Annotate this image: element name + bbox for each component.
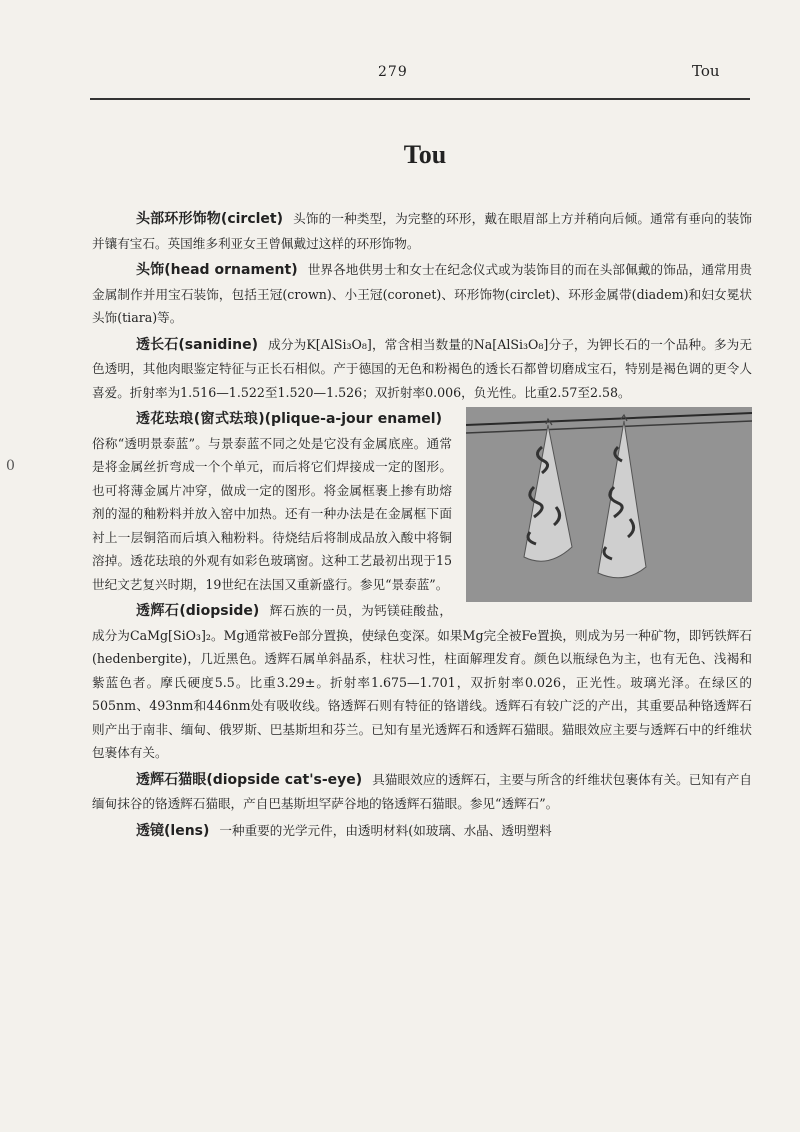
entry-text: 俗称“透明景泰蓝”。与景泰蓝不同之处是它没有金属底座。通常是将金属丝折弯成一个个单元，而后将它们焊接成一定的图形。也可将薄金属片冲穿，做成一定的图形。将金属框裹上掺有助熔剂的湿的釉粉料并放入窑中加热。还有一种办法是在金属框下面衬上一层铜箔而后填入釉粉料。待烧结后将制成品放入酸中将铜溶掉。透花珐琅的外观有如彩色玻璃窗。这种工艺最初出现于15世纪文艺复兴时期，19世纪在法国又重新盛行。参见“景泰蓝”。 [92,435,452,592]
dictionary-content [92,207,752,846]
entry-text: 一种重要的光学元件，由透明材料(如玻璃、水晶、透明塑料 [219,822,552,838]
entry-text: 具猫眼效应的透辉石，主要与所含的纤维状包裹体有关。已知有产自缅甸抹谷的铬透辉石猫眼，产自巴基斯坦罕萨谷地的铬透辉石猫眼。参见“透辉石”。 [92,771,753,811]
entry-term: 透辉石猫眼(diopside cat's-eye) [136,771,363,788]
enamel-pendants-photo [466,407,752,602]
entry-term: 头部环形饰物(circlet) [136,211,284,227]
entry-diopside-cats-eye [92,768,752,816]
entry-circlet [92,207,752,255]
entry-plique-a-jour [92,407,752,596]
margin-mark: 0 [6,458,15,474]
entry-term: 头饰(head ornament) [136,262,298,278]
page-number: 279 [378,64,408,80]
entry-text: 头饰的一种类型，为完整的环形，戴在眼眉部上方并稍向后倾。通常有垂向的装饰并镶有宝石。英国维多利亚女王曾佩戴过这样的环形饰物。 [92,211,753,251]
entry-diopside [92,599,752,765]
entry-head-ornament [92,258,752,330]
header-rule [90,98,750,100]
entry-term: 透镜(lens) [136,822,210,839]
running-head: Tou [692,62,720,80]
entry-text: 成分为K[AlSi₃O₈]，常含相当数量的Na[AlSi₃O₈]分子，为钾长石的一个品种。多为无色透明，其他肉眼鉴定特征与正长石相似。产于德国的无色和粉褐色的透长石都曾切磨成宝石，特别是褐色调的更令人喜爱。折射率为1.516—1.522至1.520—1.526；双折射率0.006，负光性。比重2.57至2.58。 [92,336,753,400]
section-title: Tou [403,140,447,169]
entry-term: 透辉石(diopside) [136,603,260,619]
entry-term: 透长石(sanidine) [136,336,259,353]
entry-sanidine [92,333,752,405]
entry-term: 透花珐琅(窗式珐琅)(plique-a-jour enamel) [136,411,442,427]
enamel-pendants-image [466,407,752,602]
entry-text: 辉石族的一员，为钙镁硅酸盐，成分为CaMg[SiO₃]₂。Mg通常被Fe部分置换，使绿色变深。如果Mg完全被Fe置换，则成为另一种矿物，即钙铁辉石(hedenbergite)，几近黑色。透辉石属单斜晶系，柱状习性，柱面解理发育。颜色以瓶绿色为主，也有无色、浅褐和紫蓝色者。摩氏硬度5.5。比重3.29±。折射率1.675—1.701，双折射率0.026，正光性。玻璃光泽。在绿区的505nm、493nm和446nm处有吸收线。铬透辉石则有特征的铬谱线。透辉石有较广泛的产出，其重要品种铬透辉石则产出于南非、缅甸、俄罗斯、巴基斯坦和芬兰。已知有星光透辉石和透辉石猫眼。猫眼效应主要与透辉石中的纤维状包裹体有关。 [92,603,752,760]
entry-lens [92,819,752,844]
entry-text: 世界各地供男士和女士在纪念仪式或为装饰目的而在头部佩戴的饰品，通常用贵金属制作并用宝石装饰，包括王冠(crown)、小王冠(coronet)、环形饰物(circlet)、环形金属带(diadem)和妇女冕状头饰(tiara)等。 [92,262,753,325]
